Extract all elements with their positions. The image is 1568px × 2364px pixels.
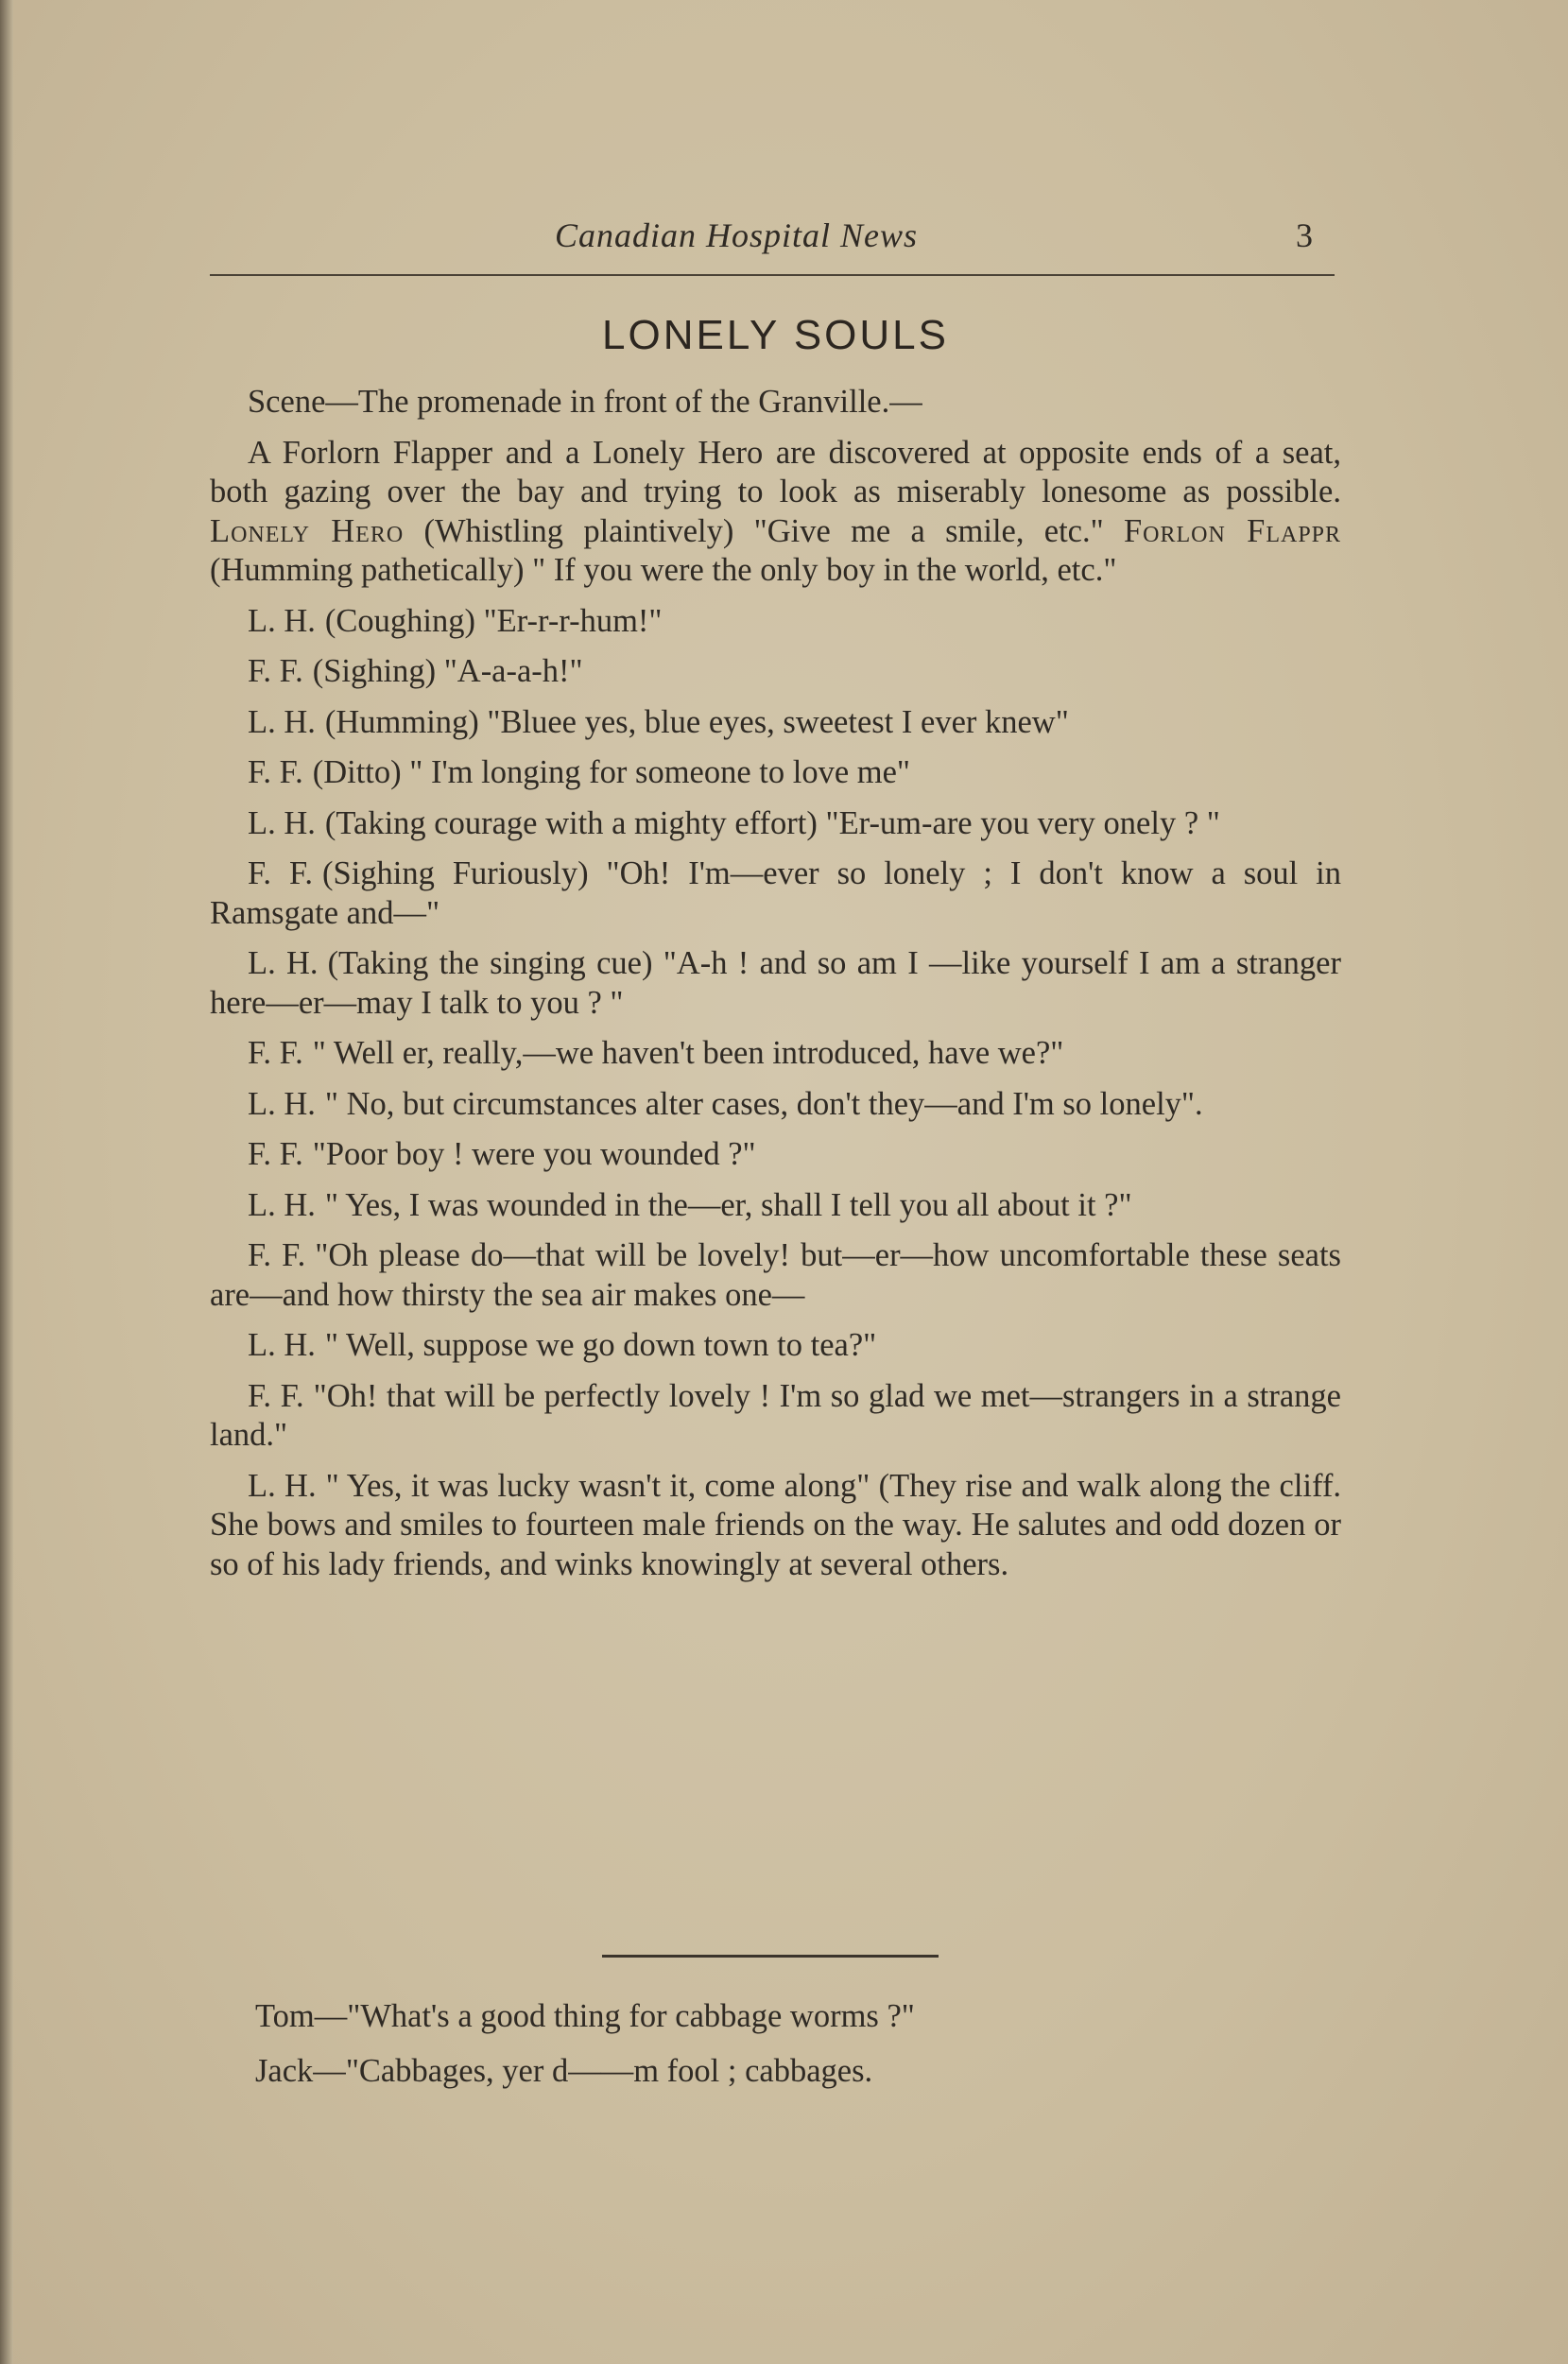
article-body: [210, 383, 1341, 1596]
speaker: F. F.: [248, 653, 303, 689]
dialogue-line: [210, 1467, 1341, 1585]
speaker: L. H.: [248, 945, 319, 981]
dialogue-line: [210, 602, 1341, 642]
speaker: L. H.: [248, 1085, 316, 1122]
speaker: F. F.: [248, 1377, 304, 1414]
header-divider: [210, 274, 1335, 276]
speaker: F. F.: [248, 1035, 303, 1071]
dialogue-line: [210, 854, 1341, 933]
dialogue-line: [210, 753, 1341, 793]
intro-paragraph: [210, 434, 1341, 591]
running-header: [210, 216, 1341, 268]
page-number: 3: [1296, 216, 1313, 254]
dialogue-line: [210, 944, 1341, 1023]
line-text: " Yes, it was lucky wasn't it, come along" (They rise and walk along the cliff. She bows and smiles to fourteen male friends on the way. He salutes and odd dozen or so of his lady friends, and winks knowingly at several others.: [210, 1467, 1341, 1582]
line-text: (Taking courage with a mighty effort) "Er-um-are you very onely ? ": [324, 804, 1220, 841]
line-text: "Oh! that will be perfectly lovely ! I'm so glad we met—strangers in a strange land.": [210, 1377, 1341, 1453]
joke-speaker: Tom—: [255, 1998, 348, 2034]
line-text: " Yes, I was wounded in the—er, shall I tell you all about it ?": [324, 1186, 1132, 1223]
speaker: L. H.: [248, 1186, 316, 1223]
speaker: L. H.: [248, 602, 316, 639]
scene-line: Scene—The promenade in front of the Granville.—: [248, 384, 922, 420]
line-text: "Oh please do—that will be lovely! but—er—how uncomfortable these seats are—and how thirsty the sea air makes one—: [210, 1237, 1341, 1313]
joke-line: [210, 2052, 1341, 2092]
speaker: L. H.: [248, 1467, 317, 1504]
joke-speaker: Jack—: [255, 2052, 346, 2089]
intro-text-1: A Forlorn Flapper and a Lonely Hero are discovered at opposite ends of a seat, both gazing over the bay and trying to look as miserably lonesome as possible.: [210, 434, 1341, 509]
joke-section: [210, 1997, 1341, 2106]
line-text: " No, but circumstances alter cases, don't they—and I'm so lonely".: [324, 1085, 1203, 1122]
dialogue-line: [210, 1186, 1341, 1226]
forlon-flappr-name: Forlon Flappr: [1124, 512, 1342, 549]
section-divider: [602, 1955, 939, 1958]
dialogue-line: [210, 1034, 1341, 1074]
speaker: F. F.: [248, 754, 303, 790]
intro-text-2: (Whistling plaintively) "Give me a smile, etc.": [423, 512, 1104, 549]
lonely-hero-name: Lonely Hero: [210, 512, 405, 549]
joke-text: "What's a good thing for cabbage worms ?": [347, 1998, 915, 2034]
dialogue-line: [210, 1326, 1341, 1366]
line-text: (Coughing) "Er-r-r-hum!": [324, 602, 663, 639]
speaker: L. H.: [248, 804, 316, 841]
dialogue-line: [210, 1377, 1341, 1456]
line-text: (Taking the singing cue) "A-h ! and so am I —like yourself I am a stranger here—er—may I talk to you ? ": [210, 945, 1341, 1021]
joke-text: "Cabbages, yer d——m fool ; cabbages.: [345, 2052, 873, 2089]
dialogue-line: [210, 804, 1341, 844]
line-text: " Well er, really,—we haven't been introduced, have we?": [312, 1035, 1064, 1071]
line-text: " Well, suppose we go down town to tea?": [324, 1327, 877, 1363]
dialogue-line: [210, 1085, 1341, 1125]
publication-title: Canadian Hospital News: [555, 216, 919, 254]
speaker: L. H.: [248, 703, 316, 740]
joke-line: [210, 1997, 1341, 2037]
line-text: (Ditto) " I'm longing for someone to love me": [312, 754, 911, 790]
article-title: LONELY SOULS: [602, 312, 949, 358]
line-text: (Humming) "Bluee yes, blue eyes, sweetest I ever knew": [324, 703, 1069, 740]
line-text: "Poor boy ! were you wounded ?": [312, 1136, 756, 1172]
dialogue-line: [210, 1135, 1341, 1175]
dialogue-line: [210, 652, 1341, 692]
speaker: F. F.: [248, 1237, 306, 1273]
speaker: F. F.: [248, 855, 314, 891]
page-spine: [0, 0, 13, 2364]
dialogue-line: [210, 703, 1341, 743]
speaker: F. F.: [248, 1136, 303, 1172]
line-text: (Sighing) "A-a-a-h!": [312, 653, 583, 689]
line-text: (Sighing Furiously) "Oh! I'm—ever so lonely ; I don't know a soul in Ramsgate and—": [210, 855, 1341, 931]
dialogue-line: [210, 1236, 1341, 1315]
speaker: L. H.: [248, 1327, 316, 1363]
intro-text-3: (Humming pathetically) " If you were the only boy in the world, etc.": [210, 552, 1117, 588]
